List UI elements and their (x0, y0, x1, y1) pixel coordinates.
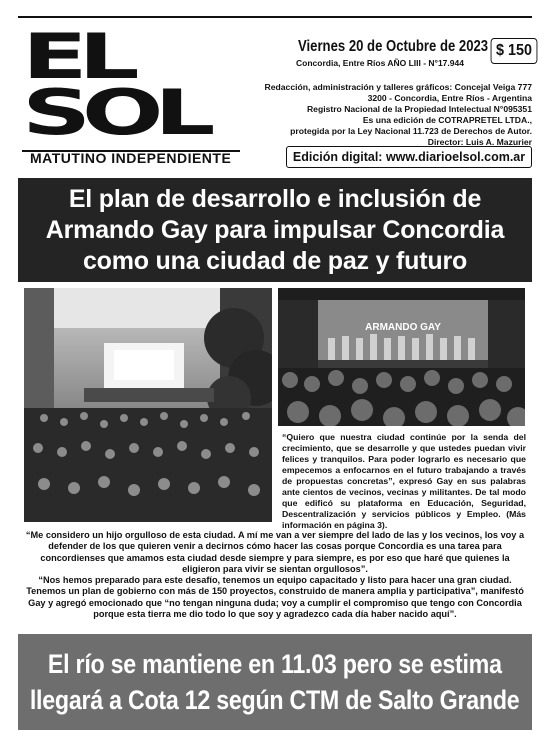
photo-auditorium-crowd (24, 288, 272, 522)
stage-banner-text: ARMANDO GAY (365, 322, 441, 333)
headline-line: Armando Gay para impulsar Concordia (45, 215, 505, 244)
credit-line: Director: Luis A. Mazurier (427, 137, 532, 147)
digital-edition-link[interactable]: Edición digital: www.diarioelsol.com.ar (286, 146, 532, 168)
date-block (280, 38, 489, 68)
credit-line: protegida por la Ley Nacional 11.723 de Derechos de Autor. (290, 126, 532, 136)
headline-line: como una ciudad de paz y futuro (82, 246, 468, 275)
secondary-headline (18, 634, 532, 730)
masthead (18, 16, 532, 166)
secondary-headline-line: El río se mantiene en 11.03 pero se estima (48, 649, 502, 679)
credit-line: Es una edición de COTRAPRETEL LTDA., (362, 115, 532, 125)
photo-stage-event (278, 288, 525, 426)
headline-line: El plan de desarrollo e inclusión de (68, 184, 482, 213)
logo-word-el: EL (22, 20, 131, 93)
article-paragraph: “Me considero un hijo orgulloso de esta ciudad. A mí me van a ver siempre del lado de las y los vecinos, los voy a defender de los que quieren venir a decirnos cómo hacer las cosas porque Concordia es una tarea para concordienses que amamos esta ciudad desde siempre y para siempre, es por eso que haré que quienes la eligieron para vivir se sientan orgullosos”. (25, 530, 525, 574)
credit-line: 3200 - Concordia, Entre Ríos - Argentina (367, 93, 532, 103)
publisher-credits (232, 82, 532, 148)
stage-illustration (278, 288, 525, 426)
credit-line: Registro Nacional de la Propiedad Intelectual N°095351 (306, 104, 532, 114)
el-sol-logo (22, 20, 252, 154)
logo-word-sol: SOL (22, 76, 207, 149)
auditorium-illustration (24, 288, 272, 522)
photo-caption: “Quiero que nuestra ciudad continúe por la senda del crecimiento, que se desarrolle y que ustedes puedan vivir felices y tranquilos. Para poder lograrlo es necesario que empecemos a enfocarnos en el futuro trabajando a través de propuestas concretas”, expresó Gay en sus palabras ante cientos de vecinos, vecinas y militantes. De tal modo que edificó su plataforma en Educación, Seguridad, Descentralización y servicios públicos y Empleo. (Más información en página 3). (282, 432, 526, 530)
issue-date: Viernes 20 de Octubre de 2023 (298, 38, 489, 55)
article-paragraph: “Nos hemos preparado para este desafío, tenemos un equipo capacitado y listo para hacer una gran ciudad. Tenemos un plan de gobierno con más de 150 proyectos, construido de manera amplia y participativa”, manifestó Gay y agregó emocionado que “no tengan ninguna duda; voy a cumplir el compromiso que tengo con Concordia porque esta tierra me dio todo lo que soy y agradezco cada día haber nacido aquí”. (26, 575, 524, 620)
issue-edition: Concordia, Entre Ríos AÑO LIII - N°17.944 (296, 58, 464, 68)
price-badge: $ 150 (491, 38, 538, 64)
tagline: MATUTINO INDEPENDIENTE (30, 150, 232, 166)
main-headline (18, 178, 532, 282)
credit-line: Redacción, administración y talleres gráficos: Concejal Veiga 777 (264, 82, 532, 92)
article-body (24, 530, 526, 620)
secondary-headline-line: llegará a Cota 12 según CTM de Salto Grande (30, 685, 520, 715)
